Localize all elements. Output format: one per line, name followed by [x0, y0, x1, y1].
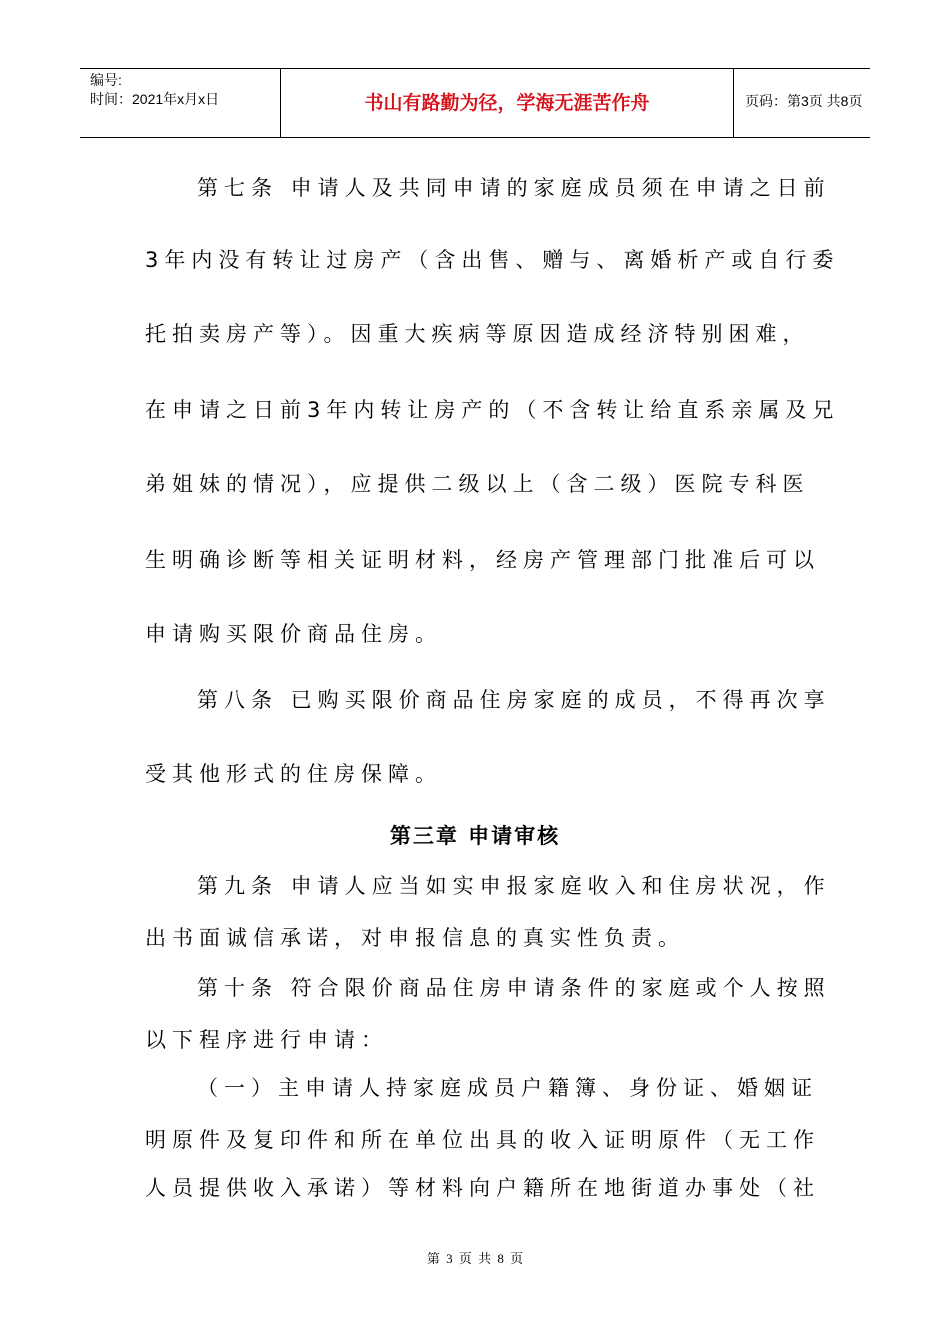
header-right-cell [735, 69, 870, 137]
body-line: 第九条 申请人应当如实申报家庭收入和住房状况，作 [197, 874, 831, 898]
body-line: 生明确诊断等相关证明材料，经房产管理部门批准后可以 [145, 548, 820, 572]
chapter-heading: 第三章 申请审核 [389, 824, 561, 848]
body-line: 明原件及复印件和所在单位出具的收入证明原件（无工作 [145, 1128, 820, 1152]
body-line: 3年内没有转让过房产（含出售、赠与、离婚析产或自行委 [145, 248, 840, 272]
document-date: 时间：2021年x月x日 [90, 91, 220, 107]
body-line: （一）主申请人持家庭成员户籍簿、身份证、婚姻证 [197, 1076, 818, 1100]
header-middle-cell [281, 69, 734, 137]
body-line: 第八条 已购买限价商品住房家庭的成员，不得再次享 [197, 688, 831, 712]
body-line: 第七条 申请人及共同申请的家庭成员须在申请之日前 [197, 176, 831, 200]
body-line: 出书面诚信承诺，对申报信息的真实性负责。 [145, 926, 685, 950]
body-line: 人员提供收入承诺）等材料向户籍所在地街道办事处（社 [145, 1176, 820, 1200]
body-line: 以下程序进行申请： [145, 1028, 388, 1052]
body-line: 受其他形式的住房保障。 [145, 762, 442, 786]
header-left-cell [80, 69, 281, 137]
body-line: 弟姐妹的情况），应提供二级以上（含二级）医院专科医 [145, 472, 810, 496]
header-page-indicator: 页码：第3页 共8页 [745, 93, 863, 109]
body-line: 第十条 符合限价商品住房申请条件的家庭或个人按照 [197, 976, 831, 1000]
page-footer: 第 3 页 共 8 页 [426, 1251, 524, 1266]
body-line: 在申请之日前3年内转让房产的（不含转让给直系亲属及兄 [145, 398, 840, 422]
body-line: 申请购买限价商品住房。 [145, 622, 442, 646]
header-motto: 书山有路勤为径，学海无涯苦作舟 [364, 92, 650, 114]
body-line: 托拍卖房产等）。因重大疾病等原因造成经济特别困难， [145, 322, 810, 346]
document-number-label: 编号: [90, 72, 122, 88]
document-header [80, 68, 870, 138]
